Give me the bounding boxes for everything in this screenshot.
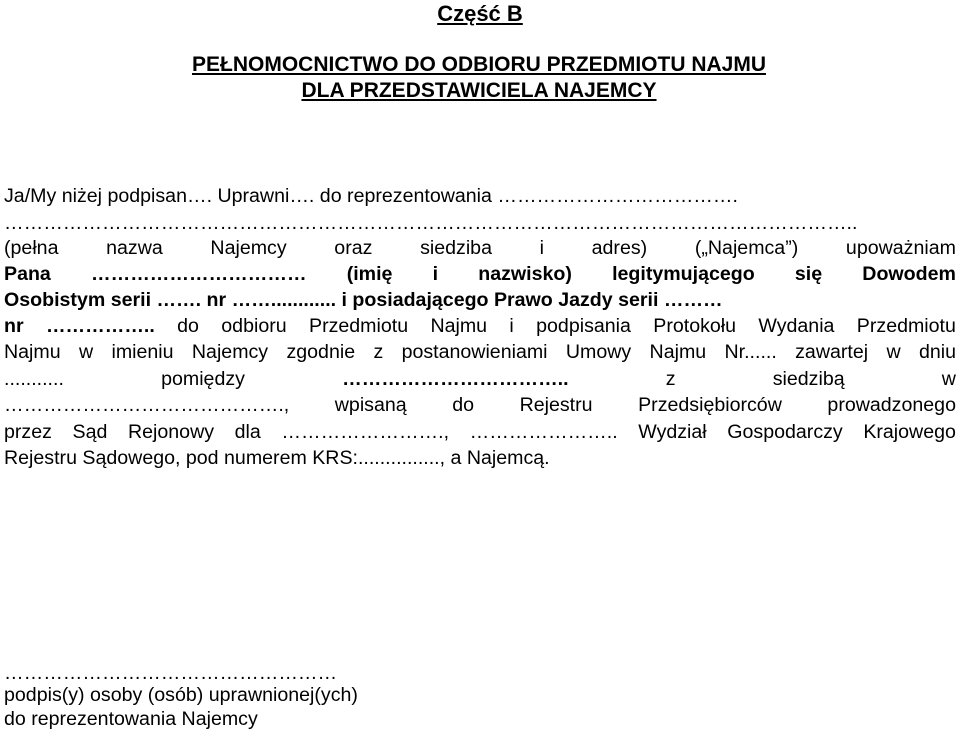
word: Sąd [72,421,108,443]
word: dniu [918,341,956,363]
word: wpisaną [334,394,407,416]
word: prowadzonego [827,394,956,416]
word: w [886,341,901,363]
word: Przedmiotu [856,315,956,337]
word: pomiędzy [161,368,245,390]
word: Krajowego [863,421,956,443]
word: postanowieniami [401,341,548,363]
word: dla [234,421,261,443]
word: z [665,368,676,390]
word: się [794,263,823,285]
word: Gospodarczy [727,421,843,443]
word: siedziba [420,237,492,259]
word: do [177,315,199,337]
body-line-9 [4,392,956,418]
word: ........... [4,368,64,390]
document-title-line-1: PEŁNOMOCNICTWO DO ODBIORU PRZEDMIOTU NAJMU [192,53,766,76]
word: adres) [591,237,648,259]
word: Wydział [638,421,707,443]
word: w [941,368,956,390]
word: zgodnie [286,341,356,363]
word: nr [4,315,24,337]
body-line-10 [4,419,956,445]
signature-line: …………………………………………… [4,662,338,684]
word: Nr...... [724,341,777,363]
word: (pełna [4,237,59,259]
word: …………………………… [91,263,307,285]
body-line-1: Ja/My niżej podpisan…. Uprawni…. do reprezentowania ………………………………. [4,185,738,207]
word: Umowy [565,341,632,363]
word: do [452,394,475,416]
word: Przedmiotu [309,315,409,337]
word: przez [4,421,52,443]
word: ………………….. [469,421,618,443]
body-line-4 [4,261,956,287]
body-line-2: ………………………………………………………………………………………………………………….. [4,212,858,234]
word: („Najemca”) [694,237,799,259]
word: Rejonowy [127,421,215,443]
word: Dowodem [862,263,956,285]
body-line-11: Rejestru Sądowego, pod numerem KRS:..............., a Najemcą. [4,447,550,469]
word: …………….. [45,315,155,337]
word: Najmu [649,341,707,363]
word: i [539,237,544,259]
word: Wydania [758,315,835,337]
word: i [509,315,514,337]
word: Najemcy [191,341,269,363]
word: Najmu [430,315,488,337]
body-line-7 [4,339,956,365]
word: Najemcy [210,237,287,259]
word: siedzibą [772,368,845,390]
word: z [373,341,384,363]
word: ……………………., [281,421,450,443]
word: odbioru [221,315,287,337]
word: Rejestru [519,394,593,416]
body-line-3 [4,235,956,261]
word: legitymującego [612,263,755,285]
signature-caption-line-2: do reprezentowania Najemcy [4,708,258,730]
word: i [432,263,439,285]
body-line-8 [4,366,956,392]
part-title: Część B [437,1,523,26]
word: upoważniam [845,237,956,259]
body-line-5: Osobistym serii ……. nr ……............ i posiadającego Prawo Jazdy serii ……… [4,289,723,311]
word: …………………………….. [342,368,569,390]
word: nazwisko) [478,263,572,285]
body-line-6 [4,313,956,339]
word: (imię [346,263,393,285]
document-title-line-2: DLA PRZEDSTAWICIELA NAJEMCY [301,79,657,102]
word: oraz [334,237,373,259]
word: imieniu [111,341,174,363]
word: podpisania [536,315,631,337]
word: Przedsiębiorców [638,394,782,416]
word: ……………………………………., [4,394,290,416]
signature-caption-line-1: podpis(y) osoby (osób) uprawnionej(ych) [4,684,358,706]
word: Najmu [4,341,61,363]
word: w [78,341,94,363]
word: Protokołu [653,315,737,337]
word: nazwa [106,237,163,259]
word: zawartej [795,341,869,363]
word: Pana [4,263,51,285]
